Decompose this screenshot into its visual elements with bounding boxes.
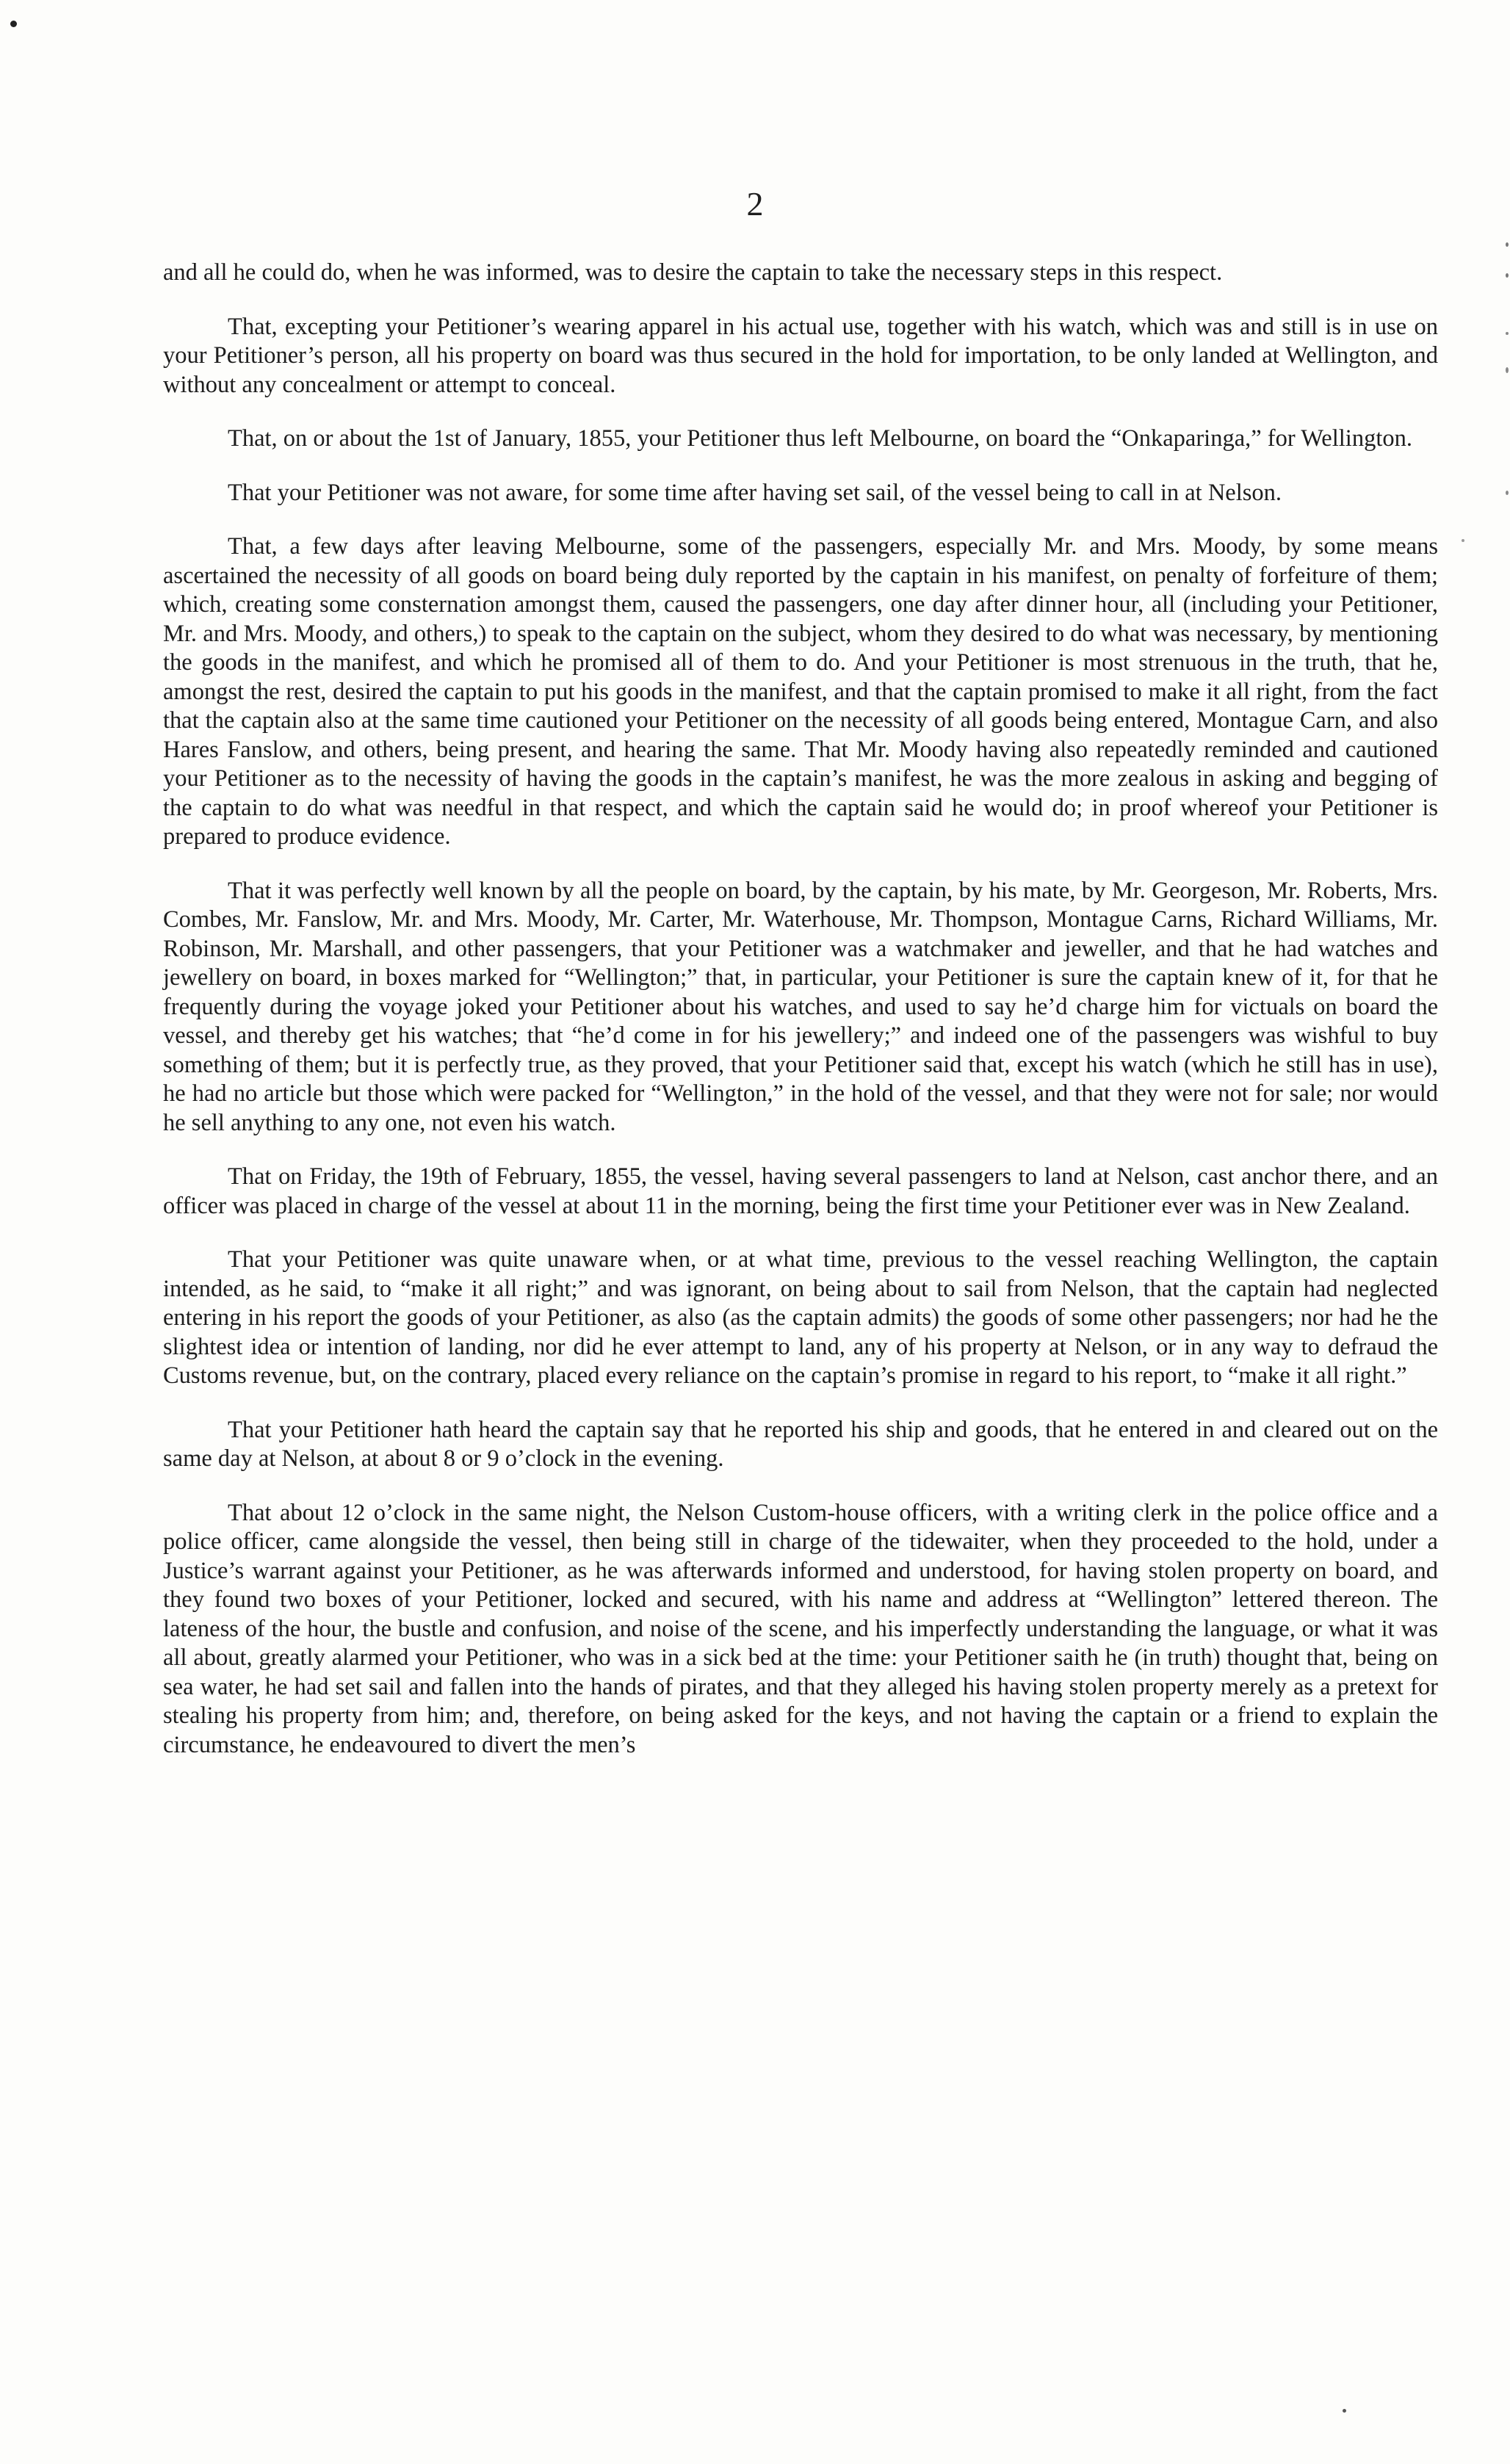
paragraph: That it was perfectly well known by all the people on board, by the captain, by his mate, by Mr. Georgeson, Mr. Roberts, Mrs. Combes, Mr. Fanslow, Mr. and Mrs. Moody, Mr. Carter, Mr. Waterhouse, Mr. Thompson, Montague Carns, Richard Williams, Mr. Robinson, Mr. Marshall, and other passengers, that your Petitioner was a watchmaker and jeweller, and that he had watches and jewellery on board, in boxes marked for “Wellington;” that, in particular, your Petitioner is sure the captain knew of it, for that he frequently during the voyage joked your Petitioner about his watches, and used to say he’d charge him for victuals on board the vessel, and thereby get his watches; that “he’d come in for his jewellery;” and indeed one of the passengers was wishful to buy something of them; but it is perfectly true, as they proved, that your Petitioner said that, except his watch (which he still has in use), he had no article but those which were packed for “Wellington,” in the hold of the vessel, and that they were not for sale; nor would he sell anything to any one, not even his watch. bbox=[163, 877, 1438, 1136]
margin-mark bbox=[1506, 491, 1509, 495]
margin-mark bbox=[1506, 332, 1509, 335]
ink-speck bbox=[1343, 2409, 1346, 2413]
paragraph: That, excepting your Petitioner’s wearing apparel in his actual use, together with his watch, which was and still is in use on your Petitioner’s person, all his property on board was thus secured in the hold for importation, to be only landed at Wellington, and without any concealment or attempt to conceal. bbox=[163, 313, 1438, 398]
paragraph: That on Friday, the 19th of February, 1855, the vessel, having several passengers to land at Nelson, cast anchor there, and an officer was placed in charge of the vessel at about 11 in the morning, being the first time your Petitioner ever was in New Zealand. bbox=[163, 1163, 1438, 1219]
paragraph: That your Petitioner hath heard the captain say that he reported his ship and goods, that he entered in and cleared out on the same day at Nelson, at about 8 or 9 o’clock in the evening. bbox=[163, 1416, 1438, 1472]
paragraph: That your Petitioner was quite unaware when, or at what time, previous to the vessel reaching Wellington, the captain intended, as he said, to “make it all right;” and was ignorant, on being about to sail from Nelson, that the captain had neglected entering in his report the goods of your Petitioner, as also (as the captain admits) the goods of some other passengers; nor had he the slightest idea or intention of landing, nor did he ever attempt to land, any of his property at Nelson, or in any way to defraud the Customs revenue, but, on the contrary, placed every reliance on the captain’s promise in regard to his report, to “make it all right.” bbox=[163, 1246, 1438, 1389]
margin-mark bbox=[1462, 539, 1464, 542]
ink-speck bbox=[10, 21, 17, 27]
margin-mark bbox=[1506, 242, 1509, 247]
paragraph: That, on or about the 1st of January, 1855, your Petitioner thus left Melbourne, on board the “Onkaparinga,” for Wellington. bbox=[228, 425, 1412, 452]
margin-mark bbox=[1506, 273, 1509, 278]
paragraph: That your Petitioner was not aware, for some time after having set sail, of the vessel being to call in at Nelson. bbox=[228, 479, 1282, 506]
paragraph: That about 12 o’clock in the same night, the Nelson Custom-house officers, with a writing clerk in the police office and a police officer, came alongside the vessel, then being still in charge of the tidewaiter, when they proceeded to the hold, under a Justice’s warrant against your Petitioner, as he was afterwards informed and understood, for having stolen property on board, and they found two boxes of your Petitioner, locked and secured, with his name and address at “Wellington” lettered thereon. The lateness of the hour, the bustle and confusion, and noise of the scene, and his imperfectly understanding the language, or what it was all about, greatly alarmed your Petitioner, who was in a sick bed at the time: your Petitioner saith he (in truth) thought that, being on sea water, he had set sail and fallen into the hands of pirates, and that they alleged his having stolen property merely as a pretext for stealing his property from him; and, therefore, on being asked for the keys, and not having the captain or a friend to explain the circumstance, he endeavoured to divert the men’s bbox=[163, 1499, 1438, 1758]
petition-text bbox=[163, 259, 1438, 1785]
page-number: 2 bbox=[746, 185, 764, 223]
margin-mark bbox=[1506, 367, 1509, 373]
paragraph-continued: and all he could do, when he was informed, was to desire the captain to take the necessary steps in this respect. bbox=[163, 259, 1223, 286]
paragraph: That, a few days after leaving Melbourne, some of the passengers, especially Mr. and Mrs. Moody, by some means ascertained the necessity of all goods on board being duly reported by the captain in his manifest, on penalty of forfeiture of them; which, creating some consternation amongst them, caused the passengers, one day after dinner hour, all (including your Petitioner, Mr. and Mrs. Moody, and others,) to speak to the captain on the subject, whom they desired to do what was necessary, by mentioning the goods in the manifest, and which he promised all of them to do. And your Petitioner is most strenuous in the truth, that he, amongst the rest, desired the captain to put his goods in the manifest, and that the captain promised to make it all right, from the fact that the captain also at the same time cautioned your Petitioner on the necessity of all goods being entered, Montague Carn, and also Hares Fanslow, and others, being present, and hearing the same. That Mr. Moody having also repeatedly reminded and cautioned your Petitioner as to the necessity of having the goods in the captain’s manifest, he was the more zealous in asking and begging of the captain to do what was needful in that respect, and which the captain said he would do; in proof whereof your Petitioner is prepared to produce evidence. bbox=[163, 533, 1438, 850]
